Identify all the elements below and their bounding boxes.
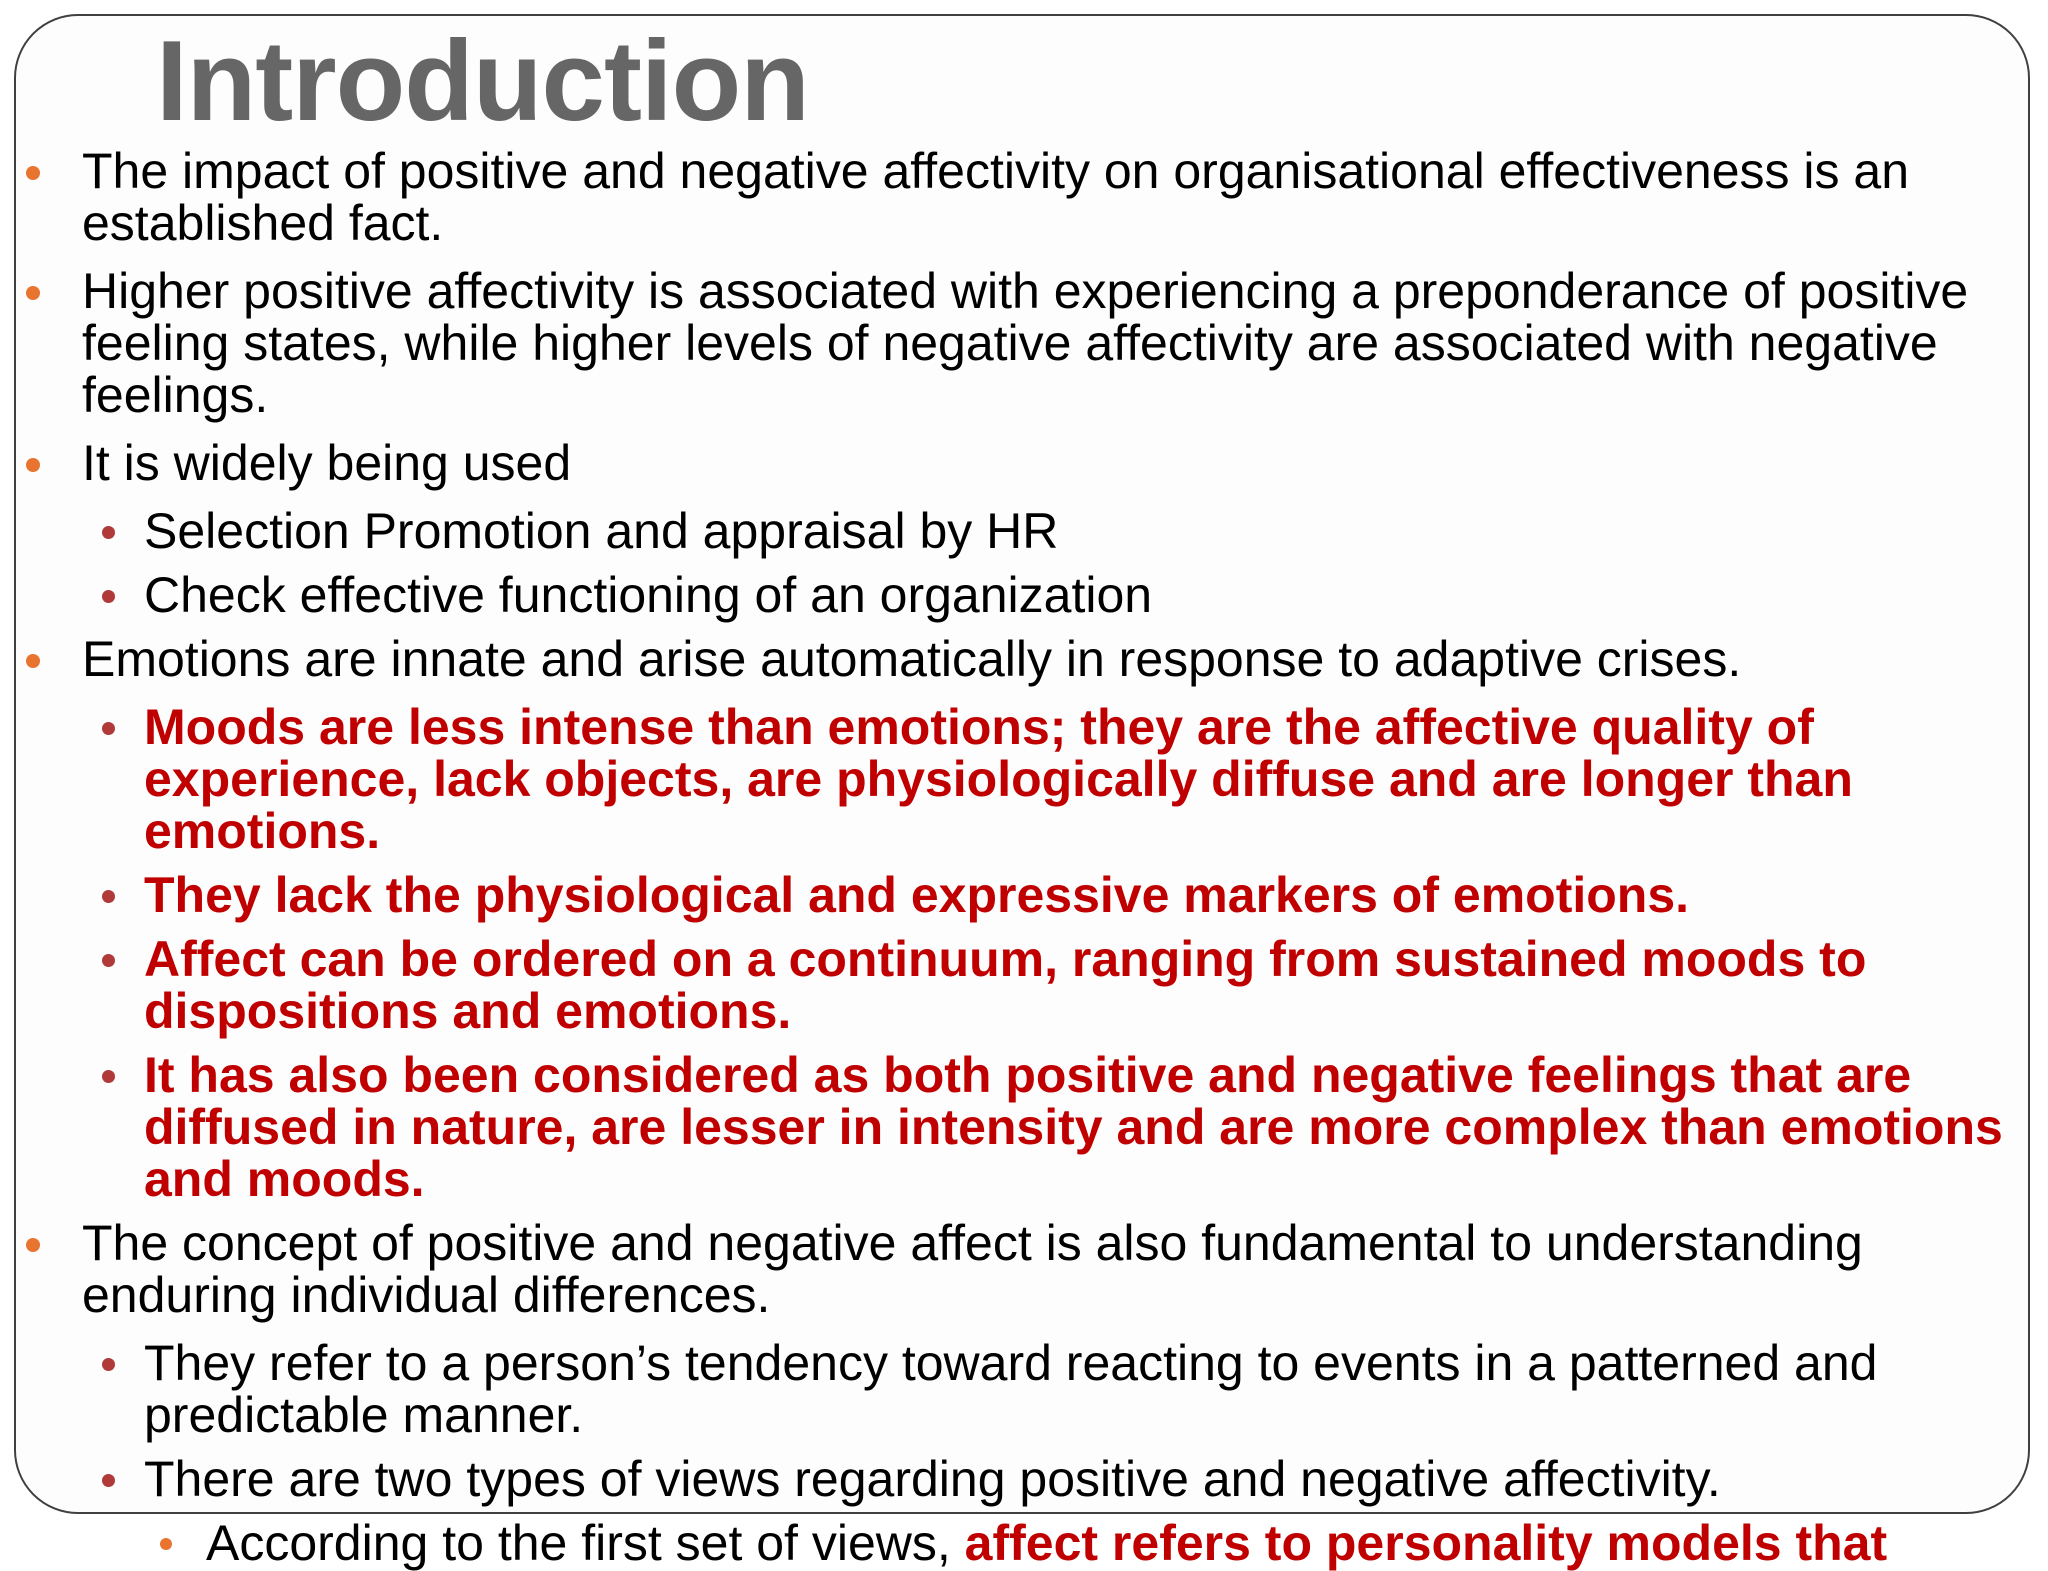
sub-bullet-considered: It has also been considered as both positive and negative feelings that are diffused in nature, are lesser in intensity and are more complex than emotions and moods. [0, 1049, 2030, 1205]
bullet-higher-positive: Higher positive affectivity is associated with experiencing a preponderance of positive feeling states, while higher levels of negative affectivity are associated with negative feelings. [0, 265, 2030, 421]
bullet-emotions-innate: Emotions are innate and arise automatically in response to adaptive crises. [0, 633, 2030, 685]
bullet-widely-used: It is widely being used [0, 437, 2030, 489]
sub-bullet-two-views: There are two types of views regarding positive and negative affectivity. [0, 1453, 2030, 1505]
sub-bullet-lack-markers: They lack the physiological and expressive markers of emotions. [0, 869, 2030, 921]
sub-bullet-continuum: Affect can be ordered on a continuum, ranging from sustained moods to dispositions and emotions. [0, 933, 2030, 1037]
sub-bullet-selection: Selection Promotion and appraisal by HR [0, 505, 2030, 557]
first-views-lead: According to the first set of views, [206, 1515, 965, 1571]
bullet-concept: The concept of positive and negative affect is also fundamental to understanding enduring individual differences. [0, 1217, 2030, 1321]
first-views-emphasis: affect refers to personality models that [964, 1515, 1888, 1571]
sub-bullet-moods: Moods are less intense than emotions; they are the affective quality of experience, lack objects, are physiologically diffuse and are longer than emotions. [0, 701, 2030, 857]
sub-bullet-tendency: They refer to a person’s tendency toward reacting to events in a patterned and predictable manner. [0, 1337, 2030, 1441]
slide-title: Introduction [156, 18, 809, 145]
slide-content [0, 145, 2030, 1569]
sub-bullet-check-functioning: Check effective functioning of an organization [0, 569, 2030, 621]
bullet-impact: The impact of positive and negative affectivity on organisational effectiveness is an established fact. [0, 145, 2030, 249]
sub-sub-bullet-first-views [0, 1517, 2030, 1569]
